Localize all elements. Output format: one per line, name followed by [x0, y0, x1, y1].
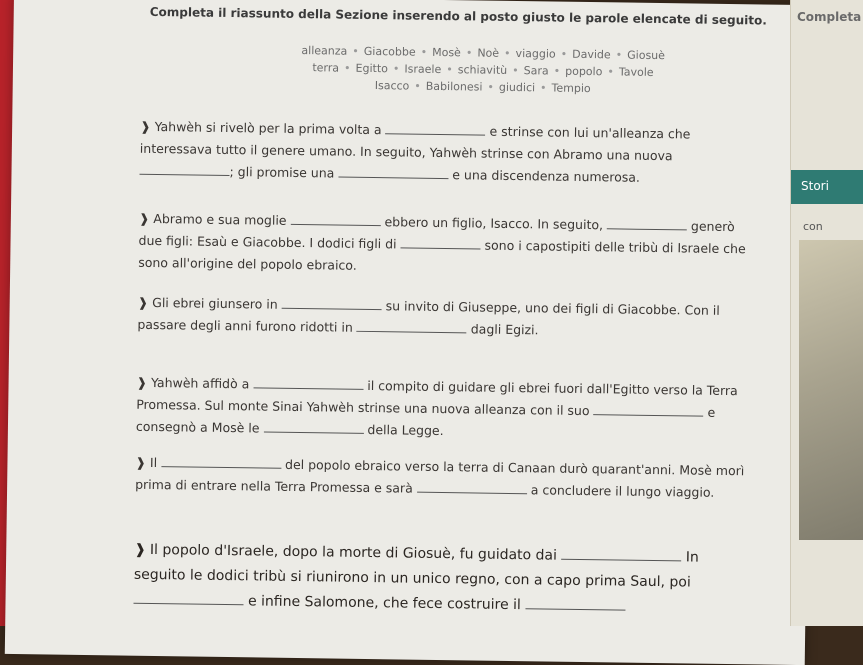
separator-dot: •	[540, 81, 547, 95]
side-sub-label: con	[803, 220, 823, 233]
word-bank-item: Mosè	[432, 45, 461, 60]
p1-text-d: e una discendenza numerosa.	[452, 167, 641, 185]
separator-dot: •	[512, 63, 519, 78]
p2-text-c: generò due figli: Esaù e Giacobbe. I dodici figli di	[138, 218, 735, 252]
word-bank-item: Egitto	[355, 61, 389, 76]
word-bank-item: Davide	[572, 47, 611, 62]
p6-text-a: Il popolo d'Israele, dopo la morte di Giosuè, fu guidato dai	[149, 541, 558, 564]
p5-text-b: del popolo ebraico verso la terra di Canaan durò quarant'anni. Mosè morì prima di entrare nella Terra Promessa e sarà	[135, 456, 745, 496]
separator-dot: •	[615, 48, 623, 62]
blank-field[interactable]	[290, 212, 380, 226]
separator-dot: •	[392, 62, 400, 76]
word-bank-item: popolo	[565, 64, 603, 79]
bullet-icon: ❱	[135, 454, 147, 470]
bullet-icon: ❱	[137, 294, 149, 310]
paragraph-5	[135, 452, 756, 505]
bullet-icon: ❱	[140, 118, 151, 134]
blank-field[interactable]	[561, 547, 681, 562]
blank-field[interactable]	[401, 235, 481, 249]
blank-field[interactable]	[357, 319, 467, 334]
p2-text-a: Abramo e sua moglie	[153, 210, 287, 228]
separator-dot: •	[504, 46, 511, 60]
p3-text-b: su invito di Giuseppe, uno dei figli di Giacobbe. Con il passare degli anni furono ridotti in	[137, 298, 720, 335]
side-section-label: Stori	[801, 179, 829, 193]
workbook-page	[5, 0, 814, 665]
word-bank-item: Tempio	[551, 81, 591, 96]
p2-text-d: sono i capostipiti delle tribù di Israele che sono all'origine del popolo ebraico.	[138, 237, 746, 273]
separator-dot: •	[414, 79, 421, 93]
word-bank-item: alleanza	[301, 44, 348, 58]
blank-field[interactable]	[263, 420, 363, 434]
p4-text-d: della Legge.	[367, 421, 444, 439]
separator-dot: •	[420, 45, 428, 59]
word-bank-item: Tavole	[618, 65, 654, 79]
paragraph-3	[137, 292, 758, 345]
blank-field[interactable]	[593, 402, 703, 417]
word-bank	[233, 41, 734, 99]
side-illustration	[799, 240, 863, 540]
blank-field[interactable]	[417, 480, 527, 495]
blank-field[interactable]	[525, 596, 625, 610]
word-bank-item: Sara	[523, 64, 549, 78]
p4-text-c: e consegnò a Mosè le	[135, 404, 716, 436]
separator-dot: •	[607, 65, 614, 79]
word-bank-item: Isacco	[374, 79, 410, 93]
adjacent-page	[790, 0, 863, 626]
separator-dot: •	[352, 44, 359, 58]
separator-dot: •	[343, 61, 351, 75]
paragraph-4	[136, 372, 757, 447]
blank-field[interactable]	[338, 165, 448, 180]
blank-field[interactable]	[282, 296, 382, 310]
blank-field[interactable]	[386, 121, 486, 135]
blank-field[interactable]	[161, 454, 281, 469]
word-bank-item: Noè	[477, 46, 500, 60]
paragraph-1	[139, 116, 760, 191]
paragraph-6	[133, 538, 754, 622]
blank-field[interactable]	[139, 162, 229, 176]
word-bank-item: Giacobbe	[363, 44, 416, 59]
p5-text-c: a concludere il lungo viaggio.	[530, 482, 715, 500]
p1-text-c: ; gli promise una	[229, 164, 335, 181]
p2-text-b: ebbero un figlio, Isacco. In seguito,	[384, 214, 604, 233]
side-section-bar	[791, 170, 863, 204]
word-bank-item: terra	[312, 61, 340, 75]
side-title: Completa	[797, 10, 862, 24]
p4-text-b: il compito di guidare gli ebrei fuori dall'Egitto verso la Terra Promessa. Sul monte Sinai Yahwèh strinse una nuova alleanza con il suo	[136, 377, 738, 419]
separator-dot: •	[487, 80, 495, 94]
bullet-icon: ❱	[134, 541, 147, 558]
word-bank-item: schiavitù	[457, 63, 508, 77]
word-bank-item: Babilonesi	[425, 79, 483, 94]
p1-text-b: e strinse con lui un'alleanza che interessava tutto il genere umano. In seguito, Yahwèh strinse con Abramo una nuova	[139, 123, 691, 164]
blank-field[interactable]	[133, 591, 243, 606]
p6-text-c: e infine Salomone, che fece costruire il	[247, 593, 521, 614]
blank-field[interactable]	[607, 216, 687, 230]
word-bank-item: giudici	[498, 80, 536, 95]
p4-text-a: Yahwèh affidò a	[150, 374, 250, 392]
word-bank-item: Israele	[404, 62, 442, 76]
p3-text-a: Gli ebrei giunsero in	[152, 294, 278, 312]
p6-text-b: In seguito le dodici tribù si riunirono in un unico regno, con a capo prima Saul, poi	[133, 549, 699, 591]
separator-dot: •	[553, 64, 561, 78]
separator-dot: •	[465, 46, 473, 60]
p5-text-a: Il	[149, 454, 158, 471]
separator-dot: •	[560, 47, 568, 61]
blank-field[interactable]	[253, 375, 363, 390]
word-bank-item: viaggio	[515, 47, 556, 61]
paragraph-2	[138, 208, 759, 283]
p1-text-a: Yahwèh si rivelò per la prima volta a	[154, 118, 382, 138]
exercise-instructions: Completa il riassunto della Sezione inserendo al posto giusto le parole elencate di seguito.	[149, 4, 767, 28]
bullet-icon: ❱	[136, 374, 148, 390]
separator-dot: •	[446, 63, 453, 77]
word-bank-item: Giosuè	[627, 48, 666, 63]
p3-text-c: dagli Egizi.	[470, 321, 539, 338]
bullet-icon: ❱	[138, 210, 150, 226]
